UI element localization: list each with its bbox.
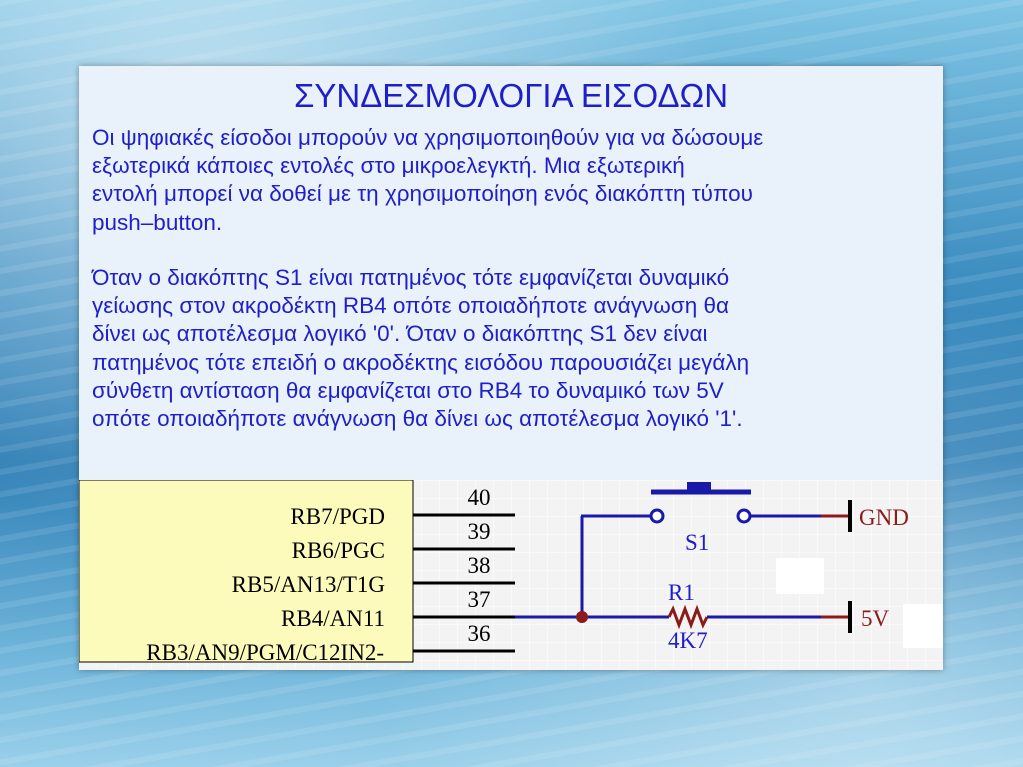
pin-name-rb6: RB6/PGC [291,538,385,563]
pin-name-rb5: RB5/AN13/T1G [231,572,385,597]
pin-name-rb3: RB3/AN9/PGM/C12IN2- [146,640,384,665]
pin-number-39: 39 [467,519,491,544]
paragraph-intro: Οι ψηφιακές είσοδοι μπορούν να χρησιμοποιηθούν για να δώσουμε εξωτερικά κάποιες εντολές στο μικροελεγκτή. Μια εξωτερική εντολή μπορεί να δοθεί με τη χρησιμοποίηση ενός διακόπτη τύπου push–button. [92,125,764,235]
slide-title: ΣΥΝΔΕΣΜΟΛΟΓΙΑ ΕΙΣΟΔΩΝ [293,77,729,114]
blank-patch [776,558,824,594]
gnd-label: GND [859,505,909,530]
switch-label: S1 [685,530,710,555]
resistor-label: R1 [668,580,695,605]
blank-patch [903,604,943,648]
pin-number-38: 38 [467,553,491,578]
circuit-schematic [79,480,943,670]
junction-dot [576,611,588,623]
pin-number-36: 36 [467,621,491,646]
pin-name-rb7: RB7/PGD [290,504,385,529]
pin-number-37: 37 [467,587,491,612]
pin-number-40: 40 [467,485,491,510]
pin-name-rb4: RB4/AN11 [281,606,385,631]
vcc-label: 5V [861,606,890,631]
content-panel [79,66,943,670]
resistor-value: 4K7 [668,628,708,653]
paragraph-explanation: Όταν ο διακόπτης S1 είναι πατημένος τότε εμφανίζεται δυναμικό γείωσης στον ακροδέκτη RB4 οπότε οποιαδήποτε ανάγνωση θα δίνει ως αποτέλεσμα λογικό '0'. Όταν ο διακόπτης S1 δεν είναι πατημένος τότε επειδή ο ακροδέκτης εισόδου παρουσιάζει μεγάλη σύνθετη αντίσταση θα εμφανίζεται στο RB4 το δυναμικό των 5V οπότε οποιαδήποτε ανάγνωση θα δίνει ως αποτέλεσμα λογικό '1'. [92,265,750,432]
